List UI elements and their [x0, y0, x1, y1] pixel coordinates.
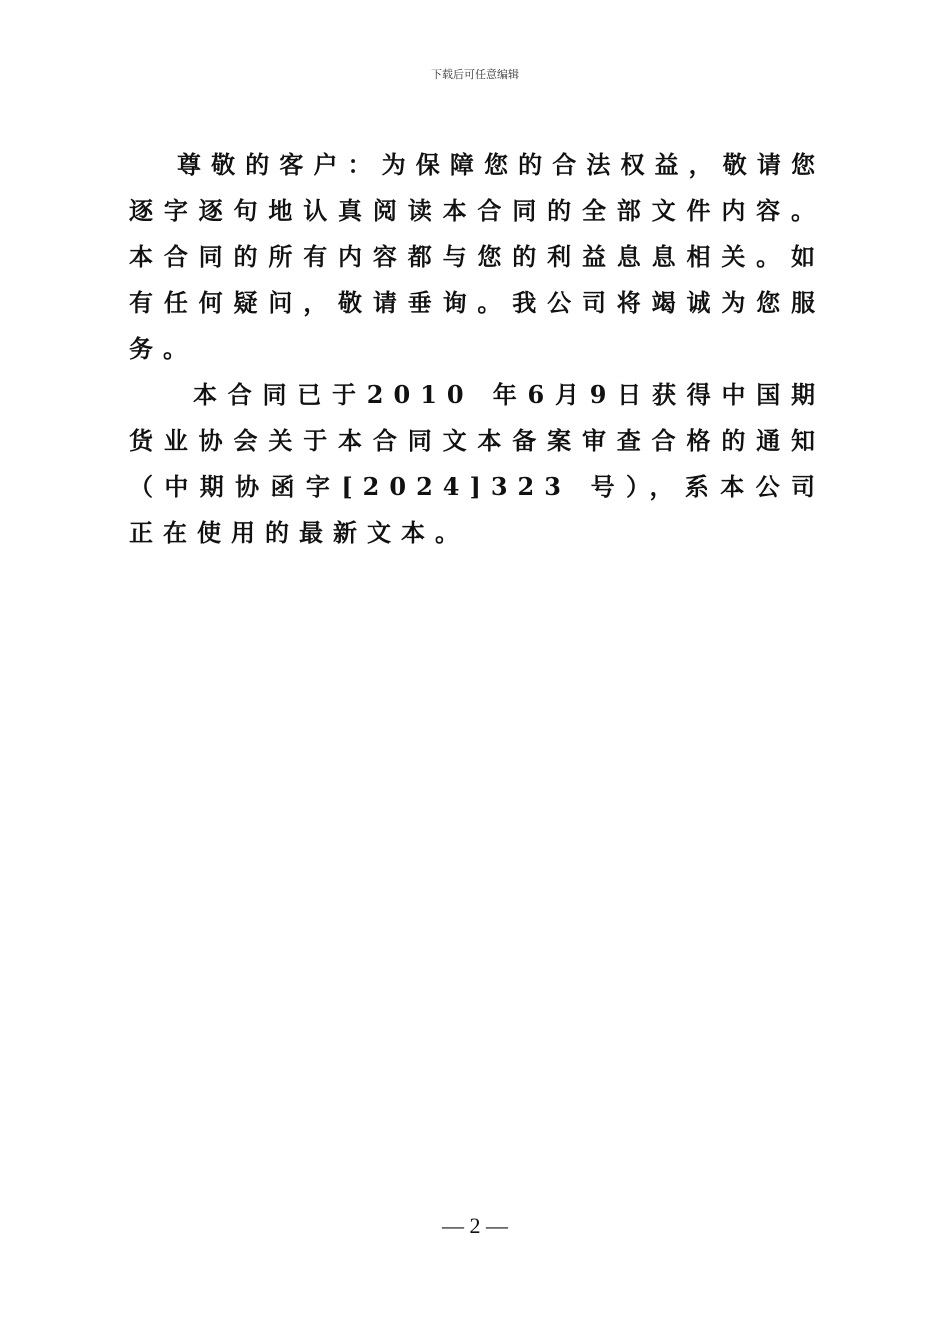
customer-notice-paragraph: 尊敬的客户：为保障您的合法权益，敬请您逐字逐句地认真阅读本合同的全部文件内容。本合同的所有内容都与您的利益息息相关。如有任何疑问，敬请垂询。我公司将竭诚为您服务。	[129, 150, 825, 363]
header-note: 下载后可任意编辑	[431, 68, 519, 81]
page-number: — 2 —	[442, 1213, 508, 1238]
filing-statement-paragraph: 本合同已于2010 年6月9日获得中国期货业协会关于本合同文本备案审查合格的通知（中期协函字[2024]323 号），系本公司正在使用的最新文本。	[129, 380, 825, 547]
